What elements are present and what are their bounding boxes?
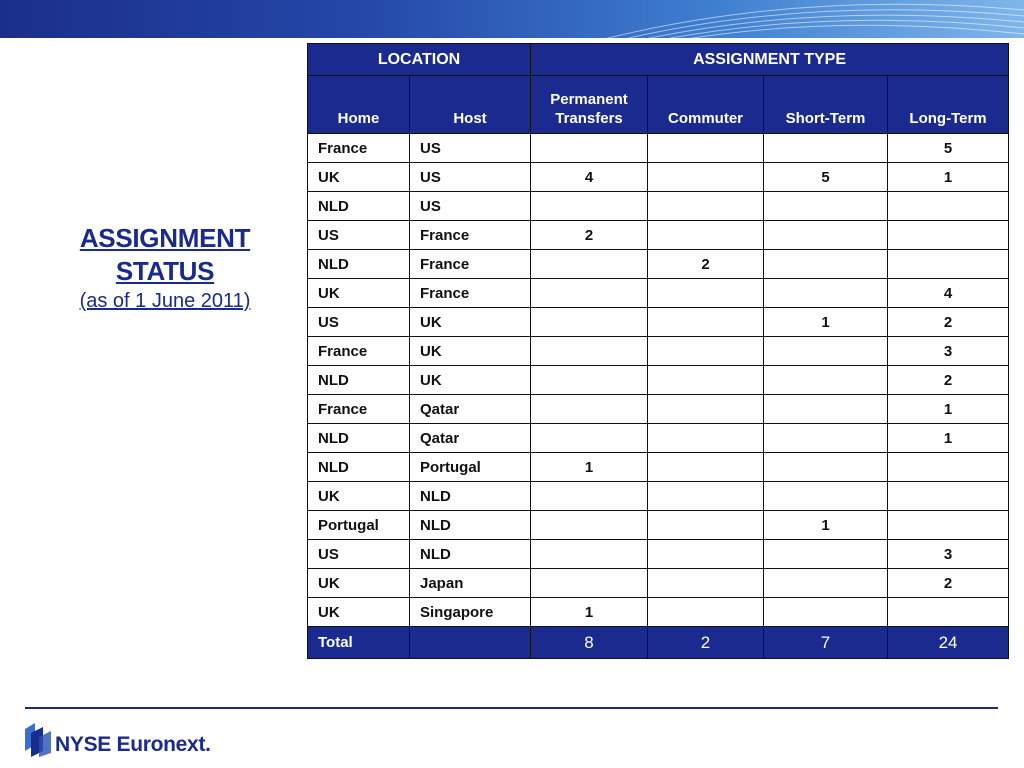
- cell-host: US: [410, 163, 531, 192]
- total-commuter: 2: [648, 627, 764, 659]
- column-header-long-term: Long-Term: [888, 76, 1009, 134]
- cell-permanent-transfers: 4: [531, 163, 648, 192]
- cell-commuter: [648, 540, 764, 569]
- cell-home: NLD: [308, 366, 410, 395]
- cell-permanent-transfers: [531, 337, 648, 366]
- cell-permanent-transfers: 1: [531, 598, 648, 627]
- cell-host: UK: [410, 366, 531, 395]
- table-row: [308, 366, 1009, 395]
- table-row: [308, 511, 1009, 540]
- cell-home: UK: [308, 482, 410, 511]
- cell-commuter: [648, 337, 764, 366]
- column-header-short-term: Short-Term: [764, 76, 888, 134]
- cell-commuter: [648, 424, 764, 453]
- cell-short-term: [764, 134, 888, 163]
- cell-home: Portugal: [308, 511, 410, 540]
- cell-commuter: 2: [648, 250, 764, 279]
- cell-long-term: [888, 511, 1009, 540]
- total-short-term: 7: [764, 627, 888, 659]
- cell-permanent-transfers: [531, 308, 648, 337]
- cell-permanent-transfers: [531, 569, 648, 598]
- cell-home: US: [308, 540, 410, 569]
- cell-commuter: [648, 221, 764, 250]
- table-row: [308, 598, 1009, 627]
- cell-commuter: [648, 453, 764, 482]
- cell-permanent-transfers: 1: [531, 453, 648, 482]
- cell-host: UK: [410, 308, 531, 337]
- cell-host: Portugal: [410, 453, 531, 482]
- cell-host: France: [410, 279, 531, 308]
- cell-home: UK: [308, 163, 410, 192]
- cell-permanent-transfers: [531, 540, 648, 569]
- cell-commuter: [648, 163, 764, 192]
- cell-long-term: 2: [888, 569, 1009, 598]
- cell-commuter: [648, 598, 764, 627]
- cell-long-term: 1: [888, 163, 1009, 192]
- location-group-header: LOCATION: [308, 44, 531, 76]
- table-row: [308, 134, 1009, 163]
- cell-host: Qatar: [410, 424, 531, 453]
- cell-host: Japan: [410, 569, 531, 598]
- title-line-1: ASSIGNMENT: [79, 223, 251, 253]
- total-label: Total: [308, 627, 410, 659]
- logo-mark-icon: [25, 723, 51, 757]
- table-row: [308, 163, 1009, 192]
- assignment-type-group-header: ASSIGNMENT TYPE: [531, 44, 1009, 76]
- cell-short-term: [764, 192, 888, 221]
- cell-short-term: [764, 598, 888, 627]
- cell-long-term: 5: [888, 134, 1009, 163]
- cell-long-term: [888, 192, 1009, 221]
- cell-short-term: [764, 337, 888, 366]
- cell-home: UK: [308, 569, 410, 598]
- column-header-permanent-transfers: Permanent Transfers: [531, 76, 648, 134]
- total-row: [308, 627, 1009, 659]
- table-row: [308, 540, 1009, 569]
- cell-short-term: [764, 453, 888, 482]
- table-row: [308, 395, 1009, 424]
- total-host-cell: [410, 627, 531, 659]
- cell-long-term: 2: [888, 366, 1009, 395]
- cell-commuter: [648, 279, 764, 308]
- cell-home: France: [308, 337, 410, 366]
- cell-short-term: 1: [764, 511, 888, 540]
- cell-long-term: [888, 598, 1009, 627]
- cell-commuter: [648, 395, 764, 424]
- table-row: [308, 453, 1009, 482]
- cell-long-term: [888, 250, 1009, 279]
- cell-permanent-transfers: [531, 279, 648, 308]
- cell-permanent-transfers: [531, 134, 648, 163]
- cell-host: NLD: [410, 540, 531, 569]
- cell-home: UK: [308, 598, 410, 627]
- cell-host: France: [410, 250, 531, 279]
- total-long-term: 24: [888, 627, 1009, 659]
- cell-long-term: 3: [888, 540, 1009, 569]
- cell-commuter: [648, 192, 764, 221]
- cell-commuter: [648, 366, 764, 395]
- cell-home: US: [308, 308, 410, 337]
- cell-short-term: [764, 540, 888, 569]
- cell-permanent-transfers: [531, 250, 648, 279]
- cell-long-term: [888, 482, 1009, 511]
- column-header-home: Home: [308, 76, 410, 134]
- column-header-commuter: Commuter: [648, 76, 764, 134]
- nyse-euronext-logo: [25, 720, 211, 760]
- cell-short-term: [764, 221, 888, 250]
- cell-short-term: [764, 250, 888, 279]
- cell-short-term: [764, 279, 888, 308]
- cell-home: France: [308, 395, 410, 424]
- cell-home: UK: [308, 279, 410, 308]
- cell-host: US: [410, 192, 531, 221]
- cell-short-term: [764, 366, 888, 395]
- cell-host: US: [410, 134, 531, 163]
- cell-permanent-transfers: [531, 511, 648, 540]
- table-row: [308, 221, 1009, 250]
- title-line-2: STATUS: [115, 256, 215, 286]
- cell-home: NLD: [308, 424, 410, 453]
- slide-title: [40, 222, 290, 314]
- footer-divider: [25, 707, 998, 709]
- cell-commuter: [648, 511, 764, 540]
- table-row: [308, 482, 1009, 511]
- assignment-table: [307, 43, 1009, 659]
- table-row: [308, 250, 1009, 279]
- cell-long-term: [888, 453, 1009, 482]
- cell-permanent-transfers: [531, 366, 648, 395]
- cell-short-term: [764, 482, 888, 511]
- cell-host: UK: [410, 337, 531, 366]
- cell-host: NLD: [410, 511, 531, 540]
- cell-long-term: 1: [888, 395, 1009, 424]
- table-row: [308, 337, 1009, 366]
- column-header-host: Host: [410, 76, 531, 134]
- table-row: [308, 192, 1009, 221]
- top-banner: [0, 0, 1024, 38]
- table-row: [308, 308, 1009, 337]
- cell-home: US: [308, 221, 410, 250]
- cell-home: NLD: [308, 250, 410, 279]
- cell-long-term: 3: [888, 337, 1009, 366]
- cell-host: France: [410, 221, 531, 250]
- cell-commuter: [648, 134, 764, 163]
- table-row: [308, 424, 1009, 453]
- banner-swoosh-graphic: [0, 0, 1024, 38]
- cell-short-term: 5: [764, 163, 888, 192]
- cell-permanent-transfers: 2: [531, 221, 648, 250]
- cell-long-term: [888, 221, 1009, 250]
- cell-home: NLD: [308, 453, 410, 482]
- cell-commuter: [648, 308, 764, 337]
- cell-short-term: 1: [764, 308, 888, 337]
- cell-short-term: [764, 424, 888, 453]
- cell-permanent-transfers: [531, 424, 648, 453]
- cell-short-term: [764, 569, 888, 598]
- cell-short-term: [764, 395, 888, 424]
- cell-permanent-transfers: [531, 192, 648, 221]
- cell-commuter: [648, 569, 764, 598]
- cell-permanent-transfers: [531, 482, 648, 511]
- title-subtitle-date: (as of 1 June 2011): [79, 290, 251, 312]
- cell-host: Singapore: [410, 598, 531, 627]
- cell-long-term: 2: [888, 308, 1009, 337]
- cell-host: NLD: [410, 482, 531, 511]
- cell-permanent-transfers: [531, 395, 648, 424]
- cell-home: NLD: [308, 192, 410, 221]
- cell-home: France: [308, 134, 410, 163]
- table-row: [308, 569, 1009, 598]
- total-permanent-transfers: 8: [531, 627, 648, 659]
- table-row: [308, 279, 1009, 308]
- logo-text: NYSE Euronext.: [55, 733, 211, 756]
- cell-commuter: [648, 482, 764, 511]
- cell-long-term: 1: [888, 424, 1009, 453]
- cell-host: Qatar: [410, 395, 531, 424]
- cell-long-term: 4: [888, 279, 1009, 308]
